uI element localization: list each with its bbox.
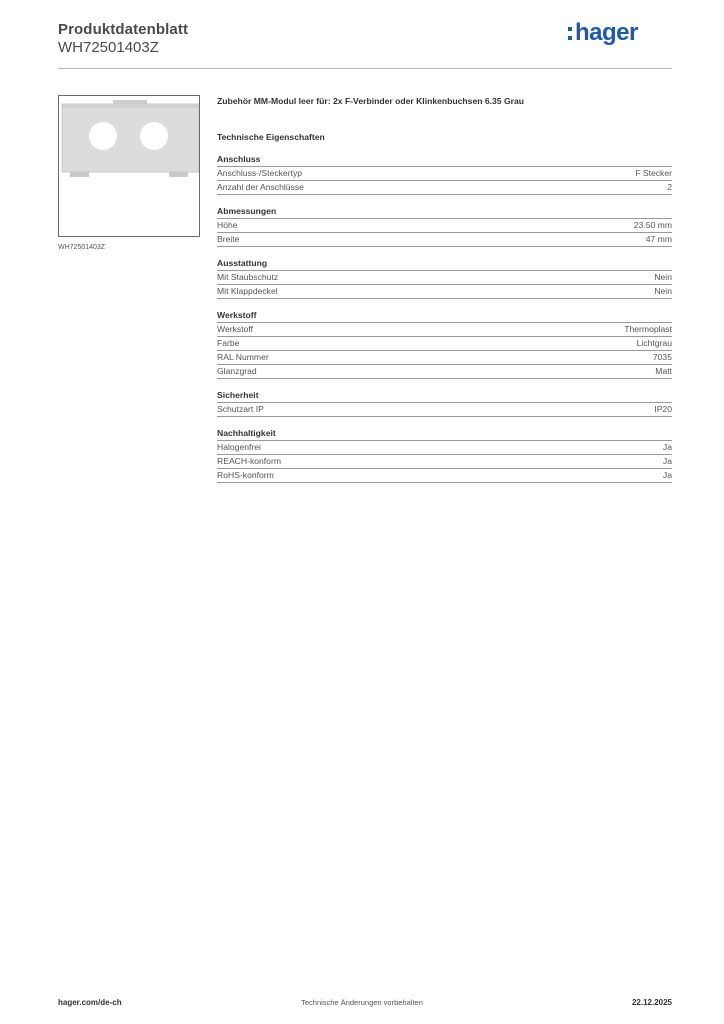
- spec-label: Schutzart IP: [217, 404, 264, 414]
- spec-section: [217, 309, 672, 379]
- spec-label: Glanzgrad: [217, 366, 257, 376]
- spec-section: [217, 205, 672, 247]
- spec-row: [217, 323, 672, 337]
- spec-label: Höhe: [217, 220, 238, 230]
- spec-value: 7035: [652, 352, 672, 362]
- spec-value: F Stecker: [635, 168, 672, 178]
- spec-value: Ja: [662, 442, 672, 452]
- spec-row: [217, 351, 672, 365]
- spec-section: [217, 257, 672, 299]
- spec-value: 2: [667, 182, 672, 192]
- spec-label: Breite: [217, 234, 240, 244]
- spec-row: [217, 167, 672, 181]
- spec-value: Thermoplast: [624, 324, 672, 334]
- spec-label: Mit Staubschutz: [217, 272, 279, 282]
- product-module-illustration: [59, 96, 199, 236]
- section-title: Anschluss: [217, 153, 672, 167]
- spec-value: Nein: [654, 272, 672, 282]
- section-title: Abmessungen: [217, 205, 672, 219]
- spec-value: Lichtgrau: [636, 338, 672, 348]
- product-code: WH72501403Z: [58, 39, 159, 56]
- spec-value: 47 mm: [645, 234, 672, 244]
- section-title: Ausstattung: [217, 257, 672, 271]
- spec-label: Anschluss-/Steckertyp: [217, 168, 303, 178]
- product-description: Zubehör MM-Modul leer für: 2x F-Verbinder oder Klinkenbuchsen 6.35 Grau: [217, 96, 525, 106]
- spec-label: Halogenfrei: [217, 442, 261, 452]
- spec-value: Nein: [654, 286, 672, 296]
- spec-value: Ja: [662, 456, 672, 466]
- spec-label: Anzahl der Anschlüsse: [217, 182, 304, 192]
- spec-section: [217, 389, 672, 417]
- spec-column: [217, 95, 672, 483]
- spec-label: Farbe: [217, 338, 240, 348]
- spec-section: [217, 153, 672, 195]
- spec-sections: [217, 153, 672, 483]
- footer-date: 22.12.2025: [631, 998, 672, 1007]
- spec-label: RoHS-konform: [217, 470, 274, 480]
- spec-row: [217, 469, 672, 483]
- spec-section: [217, 427, 672, 483]
- spec-row: [217, 181, 672, 195]
- spec-row: [217, 403, 672, 417]
- section-title: Werkstoff: [217, 309, 672, 323]
- technical-properties-heading: Technische Eigenschaften: [217, 132, 325, 142]
- spec-row: [217, 337, 672, 351]
- spec-row: [217, 271, 672, 285]
- spec-value: 23.50 mm: [633, 220, 672, 230]
- spec-label: RAL Nummer: [217, 352, 269, 362]
- image-caption: WH72501403Z: [58, 244, 106, 251]
- spec-label: Werkstoff: [217, 324, 253, 334]
- spec-row: [217, 285, 672, 299]
- spec-row: [217, 441, 672, 455]
- footer-note: Technische Änderungen vorbehalten: [301, 998, 423, 1007]
- spec-row: [217, 219, 672, 233]
- spec-value: Matt: [655, 366, 672, 376]
- spec-row: [217, 455, 672, 469]
- page-title: Produktdatenblatt: [58, 21, 189, 38]
- spec-row: [217, 365, 672, 379]
- spec-row: [217, 233, 672, 247]
- spec-value: IP20: [654, 404, 672, 414]
- spec-label: Mit Klappdeckel: [217, 286, 278, 296]
- section-title: Sicherheit: [217, 389, 672, 403]
- header-divider: [58, 68, 672, 69]
- footer-website: hager.com/de-ch: [58, 998, 122, 1007]
- hager-logo: [567, 15, 659, 49]
- section-title: Nachhaltigkeit: [217, 427, 672, 441]
- spec-value: Ja: [662, 470, 672, 480]
- product-image: [58, 95, 200, 237]
- spec-label: REACH-konform: [217, 456, 281, 466]
- svg-text:hager: hager: [575, 19, 638, 46]
